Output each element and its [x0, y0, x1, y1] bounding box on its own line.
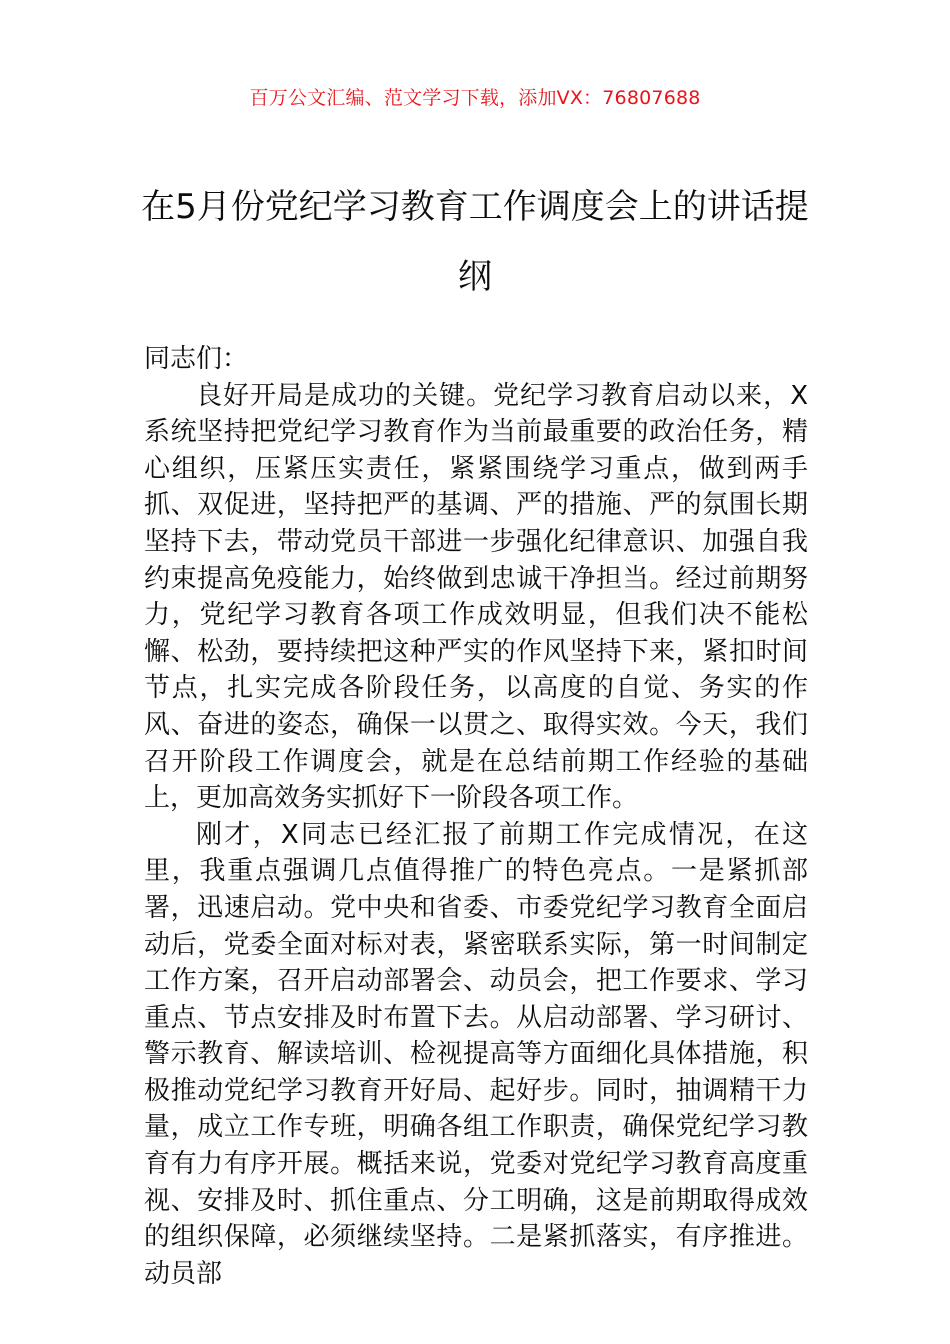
paragraph-2: 刚才，X同志已经汇报了前期工作完成情况，在这里，我重点强调几点值得推广的特色亮点。一是紧抓部署，迅速启动。党中央和省委、市委党纪学习教育全面启动后，党委全面对标对表，紧密联系实际，第一时间制定工作方案，召开启动部署会、动员会，把工作要求、学习重点、节点安排及时布置下去。从启动部署、学习研讨、警示教育、解读培训、检视提高等方面细化具体措施，积极推动党纪学习教育开好局、起好步。同时，抽调精干力量，成立工作专班，明确各组工作职责，确保党纪学习教育有力有序开展。概括来说，党委对党纪学习教育高度重视、安排及时、抓住重点、分工明确，这是前期取得成效的组织保障，必须继续坚持。二是紧抓落实，有序推进。动员部: [144, 819, 808, 1289]
header-watermark-note: 百万公文汇编、范文学习下载，添加VX：76807688: [249, 87, 701, 109]
paragraph-1: 良好开局是成功的关键。党纪学习教育启动以来，X系统坚持把党纪学习教育作为当前最重要的政治任务，精心组织，压紧压实责任，紧紧围绕学习重点，做到两手抓、双促进，坚持把严的基调、严的措施、严的氛围长期坚持下去，带动党员干部进一步强化纪律意识、加强自我约束提高免疫能力，始终做到忠诚干净担当。经过前期努力，党纪学习教育各项工作成效明显，但我们决不能松懈、松劲，要持续把这种严实的作风坚持下来，紧扣时间节点，扎实完成各阶段任务，以高度的自觉、务实的作风、奋进的姿态，确保一以贯之、取得实效。今天，我们召开阶段工作调度会，就是在总结前期工作经验的基础上，更加高效务实抓好下一阶段各项工作。: [144, 380, 808, 814]
document-title: 在5月份党纪学习教育工作调度会上的讲话提纲: [141, 187, 809, 297]
document-body: [144, 341, 808, 1292]
salutation: 同志们：: [144, 344, 249, 374]
